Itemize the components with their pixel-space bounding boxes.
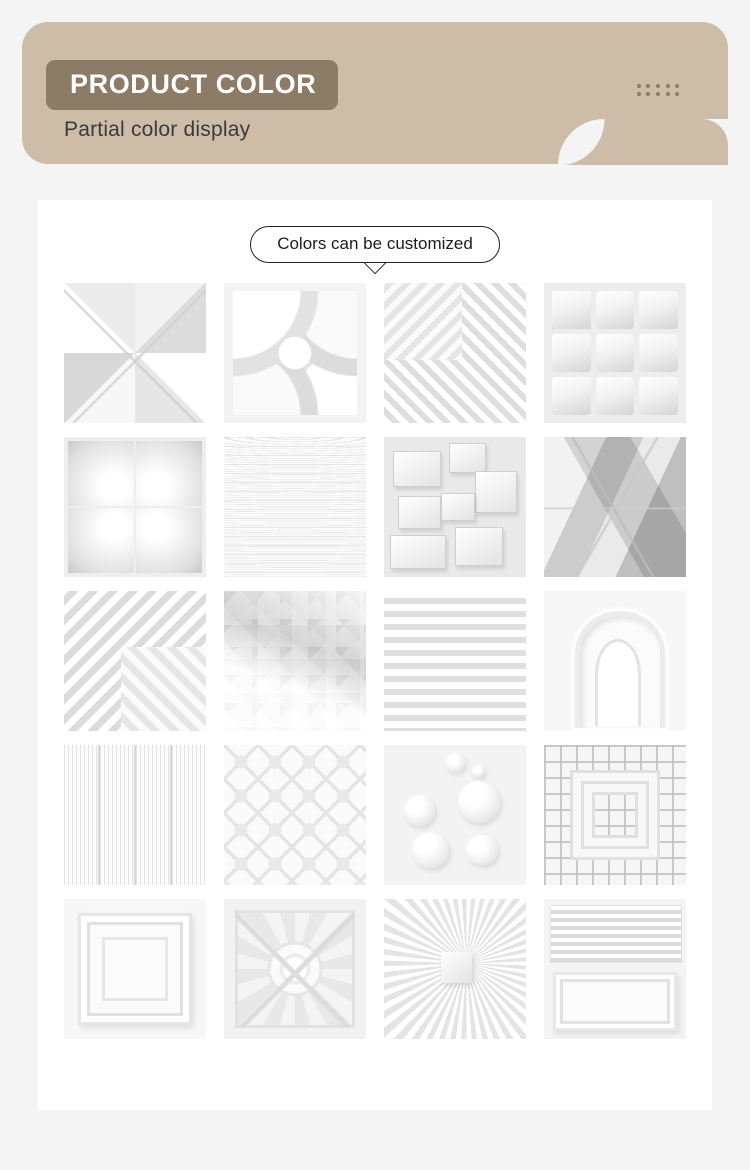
concentric-frame-panel-icon — [64, 899, 206, 1039]
swatch-nine-square-panel[interactable] — [544, 283, 686, 423]
low-poly-triangle-panel-icon — [224, 591, 366, 731]
split-rib-panel-panel-icon — [544, 899, 686, 1039]
pinwheel-star-panel-icon — [64, 283, 206, 423]
swatch-bubble-circle-panel[interactable] — [384, 745, 526, 885]
swatch-pinwheel-star-panel[interactable] — [64, 283, 206, 423]
page-title: PRODUCT COLOR — [46, 60, 338, 110]
swatch-maze-key-panel[interactable] — [544, 745, 686, 885]
horizontal-slat-panel-icon — [384, 591, 526, 731]
nine-square-blocks — [552, 291, 678, 415]
customizable-colors-badge: Colors can be customized — [250, 226, 500, 263]
swatch-vertical-comb-texture-panel[interactable] — [64, 745, 206, 885]
swatch-large-facet-panel[interactable] — [544, 437, 686, 577]
ornate-medallion-panel-icon — [224, 899, 366, 1039]
horizontal-wave-panel-icon — [224, 437, 366, 577]
swatch-four-pillow-panel[interactable] — [64, 437, 206, 577]
swatch-scattered-rectangles-panel[interactable] — [384, 437, 526, 577]
diagonal-stripe-panel-icon — [384, 283, 526, 423]
swatch-horizontal-slat-panel[interactable] — [384, 591, 526, 731]
swatch-concentric-frame-panel[interactable] — [64, 899, 206, 1039]
swatch-grid — [64, 283, 686, 1039]
swatch-ornate-medallion-panel[interactable] — [224, 899, 366, 1039]
swatch-split-rib-panel-panel[interactable] — [544, 899, 686, 1039]
pillow-quadrants — [68, 441, 202, 573]
four-petal-panel-icon — [224, 283, 366, 423]
dot-grid-icon — [634, 82, 682, 98]
swatch-horizontal-wave-panel[interactable] — [224, 437, 366, 577]
product-color-card — [38, 200, 712, 1110]
swatch-diagonal-louver-panel[interactable] — [64, 591, 206, 731]
swatch-four-petal-panel[interactable] — [224, 283, 366, 423]
swatch-low-poly-triangle-panel[interactable] — [224, 591, 366, 731]
swatch-diamond-floret-panel[interactable] — [224, 745, 366, 885]
large-facet-panel-icon — [544, 437, 686, 577]
swatch-spiral-vortex-panel[interactable] — [384, 899, 526, 1039]
header-banner — [22, 22, 728, 164]
bubble-circle-panel-icon — [384, 745, 526, 885]
diagonal-louver-panel-icon — [64, 591, 206, 731]
page-subtitle: Partial color display — [64, 118, 251, 141]
scattered-rectangles-panel-icon — [384, 437, 526, 577]
spiral-vortex-panel-icon — [384, 899, 526, 1039]
maze-key-panel-icon — [544, 745, 686, 885]
chip-row — [38, 200, 712, 263]
swatch-arch-relief-panel[interactable] — [544, 591, 686, 731]
arch-relief-panel-icon — [544, 591, 686, 731]
diamond-floret-panel-icon — [224, 745, 366, 885]
swatch-diagonal-stripe-panel[interactable] — [384, 283, 526, 423]
banner-notch-shape — [558, 119, 728, 165]
vertical-comb-texture-panel-icon — [64, 745, 206, 885]
